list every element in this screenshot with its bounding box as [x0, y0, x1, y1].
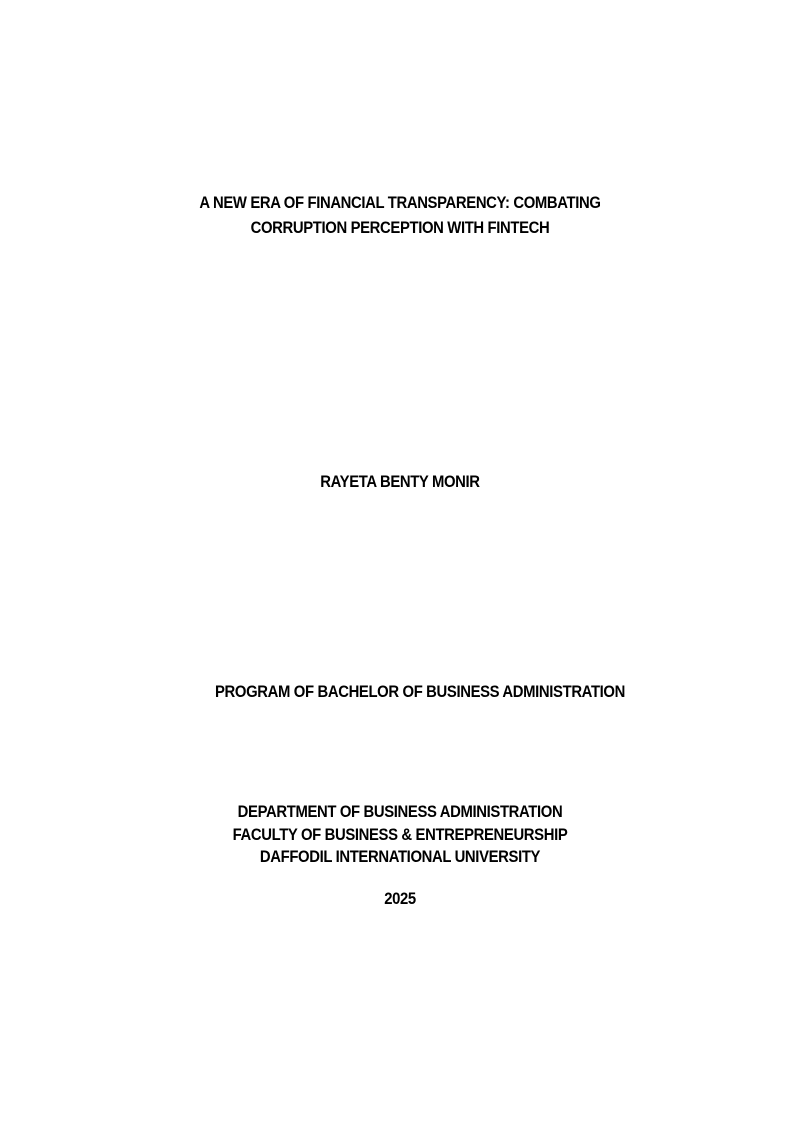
program-name: PROGRAM OF BACHELOR OF BUSINESS ADMINISTRATION [215, 683, 625, 701]
university-name: DAFFODIL INTERNATIONAL UNIVERSITY [259, 848, 541, 866]
faculty-name: FACULTY OF BUSINESS & ENTREPRENEURSHIP [232, 826, 568, 844]
thesis-title-line-2: CORRUPTION PERCEPTION WITH FINTECH [250, 219, 550, 237]
author-name: RAYETA BENTY MONIR [320, 473, 480, 491]
thesis-title-line-1: A NEW ERA OF FINANCIAL TRANSPARENCY: COMBATING [199, 194, 601, 212]
department-name: DEPARTMENT OF BUSINESS ADMINISTRATION [237, 803, 563, 821]
submission-year: 2025 [384, 890, 416, 908]
